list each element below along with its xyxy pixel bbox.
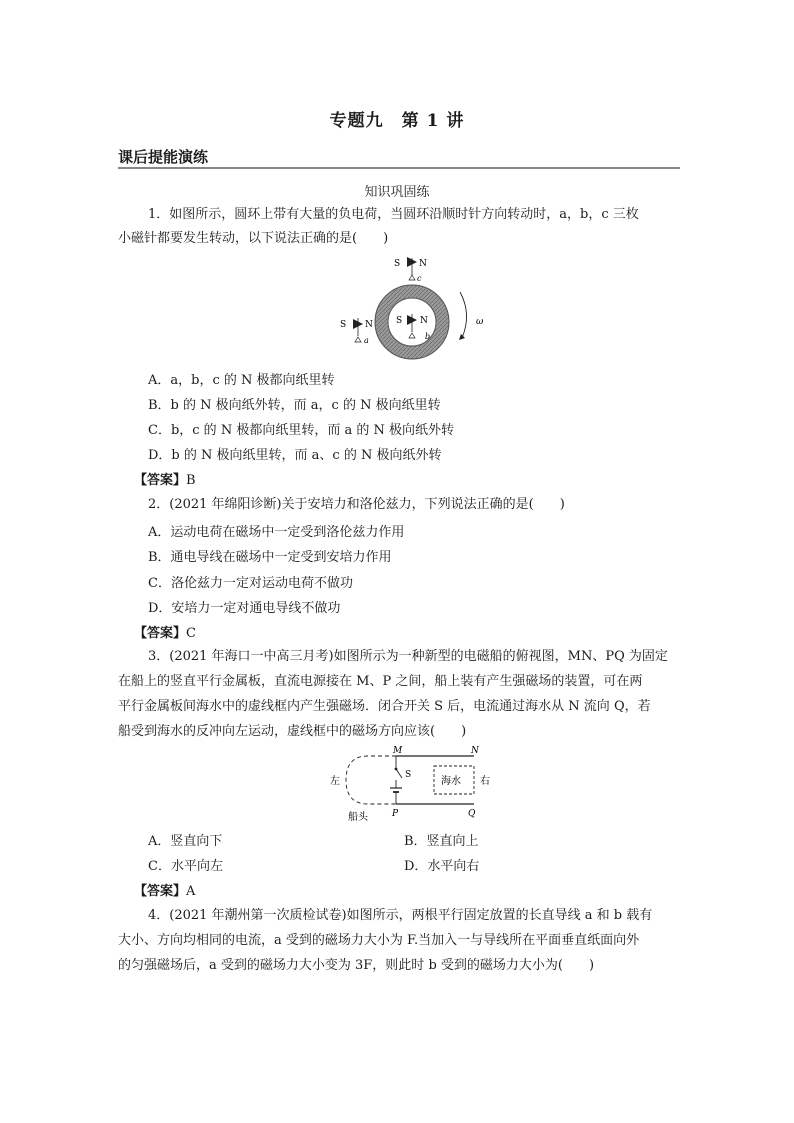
page-title: 专题九 第 1 讲 bbox=[329, 111, 465, 131]
q3-label-seawater: 海水 bbox=[441, 776, 461, 787]
q4-stem-line2: 大小、方向均相同的电流，a 受到的磁场力大小为 F.当加入一与导线所在平面垂直纸面向外 bbox=[118, 933, 640, 948]
q1-option-c: C．b，c 的 N 极都向纸里转，而 a 的 N 极向纸外转 bbox=[148, 423, 454, 438]
q1-option-d: D．b 的 N 极向纸里转，而 a、c 的 N 极向纸外转 bbox=[148, 448, 442, 463]
q3-answer bbox=[134, 880, 195, 899]
q3-stem-line2: 在船上的竖直平行金属板，直流电源接在 M、P 之间，船上装有产生强磁场的装置，可在两 bbox=[118, 674, 643, 689]
q1-label-b: b bbox=[425, 332, 431, 341]
q1-label-s-center: S bbox=[396, 316, 403, 326]
q1-stem-line1: 1．如图所示，圆环上带有大量的负电荷，当圆环沿顺时针方向转动时，a，b，c 三枚 bbox=[148, 207, 639, 222]
q3-label-s: S bbox=[405, 770, 412, 780]
q3-option-c: C．水平向左 bbox=[148, 859, 223, 874]
section-heading: 知识巩固练 bbox=[364, 185, 430, 200]
q1-answer bbox=[134, 469, 196, 488]
q1-stem-line2: 小磁针都要发生转动，以下说法正确的是( ) bbox=[118, 231, 389, 246]
q3-option-d: D．水平向右 bbox=[404, 859, 480, 874]
switch-icon bbox=[396, 769, 402, 778]
header-divider bbox=[118, 167, 680, 169]
q3-option-b: B．竖直向上 bbox=[404, 834, 479, 849]
q1-label-s-top: S bbox=[394, 259, 401, 269]
q3-label-bow: 船头 bbox=[348, 812, 368, 823]
q2-option-c: C．洛伦兹力一定对运动电荷不做功 bbox=[148, 576, 353, 591]
q1-label-s-left: S bbox=[340, 320, 347, 330]
q2-option-b: B．通电导线在磁场中一定受到安培力作用 bbox=[148, 550, 392, 565]
q2-stem-line1: 2．(2021 年绵阳诊断)关于安培力和洛伦兹力，下列说法正确的是( ) bbox=[148, 497, 565, 512]
q1-label-omega: ω bbox=[476, 317, 484, 327]
q3-label-right: 右 bbox=[480, 776, 490, 787]
q3-stem-line4: 船受到海水的反冲向左运动，虚线框中的磁场方向应该( ) bbox=[118, 724, 467, 739]
q1-label-c: c bbox=[417, 274, 422, 283]
boat-outline bbox=[346, 756, 396, 804]
q3-label-m: M bbox=[393, 746, 403, 756]
q3-label-q: Q bbox=[468, 809, 476, 819]
q3-answer-label: 【答案】 bbox=[134, 884, 187, 899]
q3-stem-line1: 3．(2021 年海口一中高三月考)如图所示为一种新型的电磁船的俯视图，MN、PQ 为固定 bbox=[148, 649, 668, 664]
q3-label-left: 左 bbox=[330, 776, 340, 787]
q4-stem-line1: 4．(2021 年潮州第一次质检试卷)如图所示，两根平行固定放置的长直导线 a 和 b 载有 bbox=[148, 908, 653, 923]
q1-option-a: A．a，b，c 的 N 极都向纸里转 bbox=[148, 373, 335, 388]
q1-answer-value: B bbox=[186, 473, 196, 488]
q2-answer bbox=[134, 622, 196, 641]
q2-answer-label: 【答案】 bbox=[134, 626, 187, 641]
q1-answer-label: 【答案】 bbox=[134, 473, 187, 488]
q3-label-n: N bbox=[471, 746, 479, 756]
q3-boat-figure bbox=[328, 744, 498, 824]
needle-c-icon bbox=[407, 257, 417, 280]
q1-label-n-left: N bbox=[365, 320, 373, 330]
q1-label-n-top: N bbox=[419, 259, 427, 269]
q2-answer-value: C bbox=[186, 626, 196, 641]
clockwise-arrow-icon bbox=[459, 292, 467, 340]
q3-label-p: P bbox=[392, 809, 399, 819]
q1-label-a: a bbox=[364, 336, 369, 345]
q1-option-b: B．b 的 N 极向纸外转，而 a，c 的 N 极向纸里转 bbox=[148, 398, 441, 413]
q3-answer-value: A bbox=[186, 884, 196, 899]
q4-stem-line3: 的匀强磁场后，a 受到的磁场力大小变为 3F，则此时 b 受到的磁场力大小为( ) bbox=[118, 958, 595, 973]
q1-ring-figure bbox=[330, 252, 490, 362]
q2-option-d: D．安培力一定对通电导线不做功 bbox=[148, 601, 341, 616]
q1-label-n-center: N bbox=[420, 316, 428, 326]
q3-option-a: A．竖直向下 bbox=[148, 834, 223, 849]
section-subtitle: 课后提能演练 bbox=[118, 148, 209, 166]
q3-stem-line3: 平行金属板间海水中的虚线框内产生强磁场．闭合开关 S 后，电流通过海水从 N 流向 Q，若 bbox=[118, 699, 651, 714]
needle-a-icon bbox=[353, 318, 363, 342]
q2-option-a: A．运动电荷在磁场中一定受到洛伦兹力作用 bbox=[148, 525, 405, 540]
